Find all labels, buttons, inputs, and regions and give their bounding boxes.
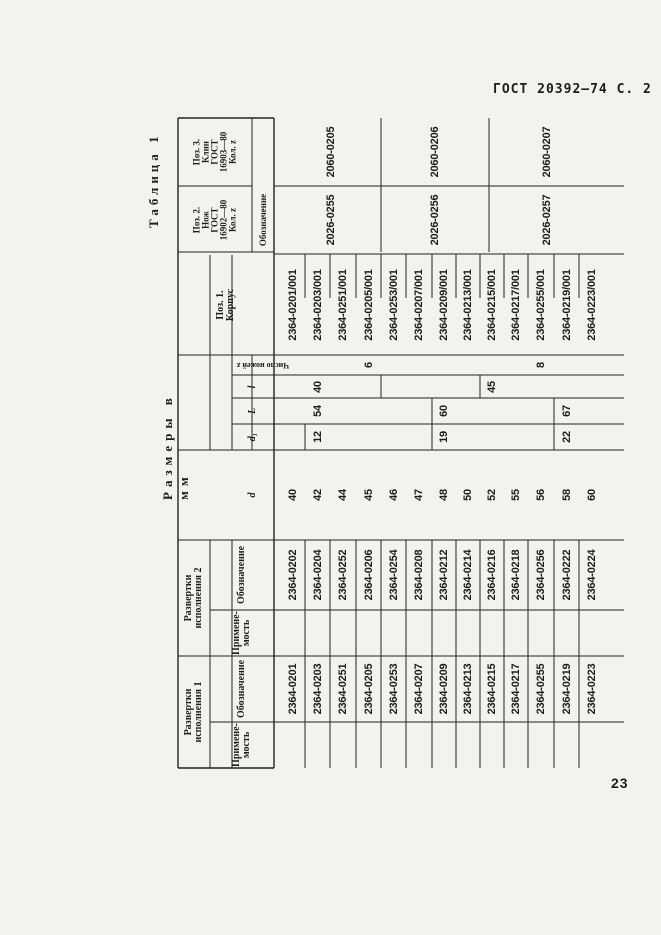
table-cell-pos1-text: 2364-0219/001 [560, 268, 573, 341]
group-d1-text: 19 [438, 431, 450, 443]
table-cell-r2 [280, 540, 305, 610]
group-pos3 [381, 118, 489, 186]
table-cell-d [280, 450, 305, 540]
dimensions-label: Размеры в мм [160, 393, 191, 500]
table-cell-r1 [480, 656, 504, 722]
group-z-text: 6 [362, 362, 375, 368]
table-cell-pos1 [381, 254, 406, 355]
table-cell-r1-text: 2364-0209 [438, 663, 450, 715]
table-cell-d [381, 450, 406, 540]
table-cell-r1-text: 2364-0215 [486, 663, 498, 715]
group-L-text: 67 [560, 405, 573, 417]
group-pos3 [280, 118, 381, 186]
group-d1-text: 22 [560, 431, 573, 443]
table-cell-r2-text: 2364-0218 [510, 549, 522, 601]
table-cell-r2 [456, 540, 480, 610]
table-cell-d [579, 450, 604, 540]
table-cell-d [330, 450, 356, 540]
table-cell-r1 [330, 656, 356, 722]
document-header: ГОСТ 20392—74 С. 2 [493, 82, 652, 97]
table-cell-r2-text: 2364-0252 [337, 549, 349, 601]
table-label: Таблица 1 [146, 132, 161, 228]
table-cell-d-text: 40 [286, 489, 299, 501]
group-L-text: 54 [311, 405, 324, 417]
table-cell-pos1 [305, 254, 330, 355]
table-cell-d [554, 450, 579, 540]
column-header-pos2: Поз. 2. Нож ГОСТ 16902—80 Кол. z [191, 199, 238, 241]
table-cell-r2-text: 2364-0202 [286, 549, 299, 601]
table-cell-r2-text: 2364-0216 [486, 549, 498, 601]
table-cell-r1 [579, 656, 604, 722]
table-cell-r1-text: 2364-0253 [387, 663, 400, 715]
group-l-text: 40 [311, 380, 324, 393]
table-cell-pos1-text: 2364-0251/001 [337, 268, 349, 341]
table-cell-d-text: 45 [362, 489, 375, 501]
table-cell-d-text: 46 [387, 489, 400, 501]
table-cell-r1-text: 2364-0217 [510, 663, 522, 715]
table-cell-r2 [381, 540, 406, 610]
table-cell-d-text: 44 [337, 489, 349, 501]
table-cell-pos1 [504, 254, 528, 355]
table-cell-pos1-text: 2364-0207/001 [413, 268, 425, 341]
table-cell-pos1 [554, 254, 579, 355]
group-L [554, 398, 579, 424]
table-cell-r2 [528, 540, 554, 610]
group-L [432, 398, 456, 424]
group-pos2 [280, 186, 381, 254]
table-cell-pos1-text: 2364-0203/001 [311, 268, 324, 341]
column-header-oboz-pos: Обозначение [258, 193, 268, 247]
table-cell-pos1 [528, 254, 554, 355]
group-pos3-text: 2060-0207 [540, 126, 553, 178]
group-pos3-text: 2060-0206 [429, 126, 441, 178]
table-cell-r1-text: 2364-0207 [413, 663, 425, 715]
table-cell-r1 [406, 656, 432, 722]
table-cell-r1 [381, 656, 406, 722]
table-cell-r1-text: 2364-0223 [585, 663, 598, 715]
table-cell-pos1-text: 2364-0255/001 [535, 268, 547, 341]
table-cell-pos1-text: 2364-0223/001 [585, 268, 598, 341]
group-l [305, 375, 330, 398]
table-cell-r2 [579, 540, 604, 610]
table-cell-pos1-text: 2364-0253/001 [387, 268, 400, 341]
column-header-primen2: Примене- мость [231, 611, 252, 655]
table-cell-r1-text: 2364-0203 [311, 663, 324, 715]
group-z [528, 355, 554, 375]
table-cell-r2-text: 2364-0254 [387, 549, 400, 601]
table-cell-d-text: 52 [486, 489, 498, 501]
table-cell-r2 [356, 540, 381, 610]
table-cell-pos1 [480, 254, 504, 355]
table-cell-r2-text: 2364-0204 [311, 549, 324, 601]
group-pos3-text: 2060-0205 [324, 126, 337, 178]
table-cell-pos1 [456, 254, 480, 355]
table-cell-pos1-text: 2364-0215/001 [486, 268, 498, 341]
table-cell-d-text: 60 [585, 489, 598, 501]
group-L-text: 60 [438, 405, 450, 417]
table-cell-r1 [280, 656, 305, 722]
table-cell-d [406, 450, 432, 540]
group-pos2 [381, 186, 489, 254]
table-cell-d-text: 55 [510, 489, 522, 501]
table-cell-d-text: 50 [462, 489, 474, 501]
group-z-text: 8 [535, 362, 547, 368]
column-header-l: l [247, 385, 258, 388]
group-L [305, 398, 330, 424]
table-cell-r1-text: 2364-0219 [560, 663, 573, 715]
table-cell-r2 [305, 540, 330, 610]
column-header-pos3: Поз. 3. Клин ГОСТ 16903—80 Кол. z [191, 131, 238, 173]
table-cell-r1-text: 2364-0213 [462, 663, 474, 715]
table-cell-r1-text: 2364-0205 [362, 663, 375, 715]
table-cell-pos1-text: 2364-0217/001 [510, 268, 522, 341]
table-cell-r2 [432, 540, 456, 610]
table-cell-r2 [480, 540, 504, 610]
table-cell-r1 [528, 656, 554, 722]
table-cell-pos1 [579, 254, 604, 355]
group-pos2-text: 2026-0257 [540, 194, 553, 246]
group-d1 [554, 424, 579, 450]
table-cell-pos1 [280, 254, 305, 355]
table-cell-r2-text: 2364-0224 [585, 549, 598, 601]
table-cell-r1 [504, 656, 528, 722]
table-cell-d [504, 450, 528, 540]
table-cell-d-text: 58 [560, 489, 573, 501]
table-cell-d [528, 450, 554, 540]
table-cell-r2 [554, 540, 579, 610]
table-cell-d-text: 47 [413, 489, 425, 501]
table-cell-d-text: 56 [535, 489, 547, 501]
table-cell-r2-text: 2364-0222 [560, 549, 573, 601]
group-pos2 [489, 186, 604, 254]
table-cell-r2-text: 2364-0214 [462, 549, 474, 601]
table-cell-r1 [305, 656, 330, 722]
column-group-razv2: Развертки исполнения 2 [183, 567, 204, 629]
table-cell-pos1-text: 2364-0201/001 [286, 268, 299, 341]
table-cell-r1-text: 2364-0201 [286, 663, 299, 715]
column-header-d: d [247, 492, 258, 498]
table-cell-pos1-text: 2364-0209/001 [438, 268, 450, 341]
group-l-text: 45 [486, 380, 498, 393]
table-cell-d-text: 42 [311, 489, 324, 501]
group-pos2-text: 2026-0256 [429, 194, 441, 246]
column-header-primen1: Примене- мость [231, 723, 252, 767]
table-cell-r2-text: 2364-0256 [535, 549, 547, 601]
table-cell-pos1 [356, 254, 381, 355]
table-cell-pos1 [432, 254, 456, 355]
table-cell-d [432, 450, 456, 540]
group-pos2-text: 2026-0255 [324, 194, 337, 246]
column-header-oboz1: Обозначение [236, 659, 247, 719]
table-cell-r2-text: 2364-0208 [413, 549, 425, 601]
table-cell-d-text: 48 [438, 489, 450, 501]
column-header-d1: d₁ [247, 432, 258, 442]
table-cell-r1-text: 2364-0251 [337, 663, 349, 715]
table-cell-d [356, 450, 381, 540]
group-z [356, 355, 381, 375]
table-cell-pos1 [330, 254, 356, 355]
table-cell-r2 [406, 540, 432, 610]
group-d1-text: 12 [311, 431, 324, 443]
page-number: 23 [611, 775, 629, 791]
column-header-L: L [247, 407, 258, 415]
group-d1 [432, 424, 456, 450]
table-cell-r2 [330, 540, 356, 610]
group-d1 [305, 424, 330, 450]
table-cell-r1 [432, 656, 456, 722]
column-header-pos1: Поз. 1. Корпус [215, 288, 236, 321]
table-cell-r2-text: 2364-0212 [438, 549, 450, 601]
table-cell-pos1-text: 2364-0213/001 [462, 268, 474, 341]
column-header-z: Число ножей z [236, 361, 290, 370]
table-cell-r2-text: 2364-0206 [362, 549, 375, 601]
column-header-oboz2: Обозначение [236, 545, 247, 605]
group-l [480, 375, 504, 398]
table-cell-r1 [554, 656, 579, 722]
table-cell-r2 [504, 540, 528, 610]
table-cell-d [456, 450, 480, 540]
column-group-razv1: Развертки исполнения 1 [183, 681, 204, 743]
table-cell-d [305, 450, 330, 540]
group-pos3 [489, 118, 604, 186]
table-cell-pos1-text: 2364-0205/001 [362, 268, 375, 341]
table-cell-r1 [456, 656, 480, 722]
table-cell-pos1 [406, 254, 432, 355]
table-cell-r1-text: 2364-0255 [535, 663, 547, 715]
table-cell-d [480, 450, 504, 540]
table-cell-r1 [356, 656, 381, 722]
